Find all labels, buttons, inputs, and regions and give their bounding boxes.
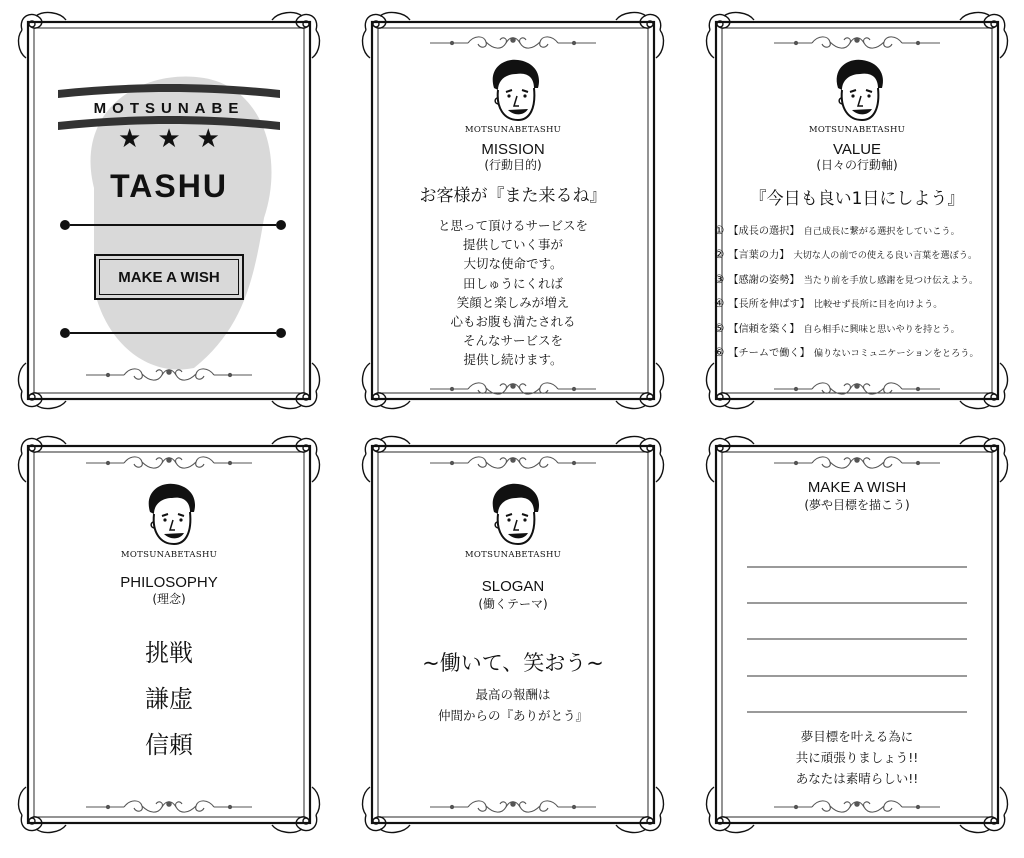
slogan-card <box>358 432 668 837</box>
arch-text: MOTSUNABE <box>93 100 245 117</box>
slogan-line: 仲間からの『ありがとう』 <box>437 708 588 723</box>
card-subtitle: (日々の行動軸) <box>816 158 898 172</box>
wish-message-line: 共に頑張りましょう!! <box>795 750 919 765</box>
wish-write-line[interactable] <box>747 566 967 568</box>
wish-message <box>722 726 992 789</box>
slogan-line: 最高の報酬は <box>475 687 551 702</box>
card-title: SLOGAN <box>481 578 545 595</box>
mission-body <box>378 216 648 370</box>
divider-rule-bottom <box>58 326 288 340</box>
card-title: VALUE <box>832 141 882 158</box>
flourish-divider-icon <box>84 798 254 816</box>
body-line: 提供し続けます。 <box>463 352 563 368</box>
philosophy-word: 挑戦 <box>145 639 193 667</box>
cover-card <box>14 8 324 413</box>
slogan-sub <box>378 684 648 726</box>
list-item: ① 【成長の選択】 自己成長に繋がる選択をしていこう。 <box>714 223 960 237</box>
card-subtitle: (働くテーマ) <box>478 597 548 611</box>
brand-name: MOTSUNABETASHU <box>464 125 562 135</box>
rating-stars: ★★★ <box>118 124 236 154</box>
body-line: 大切な使命です。 <box>463 256 563 272</box>
value-headline: 『今日も良い1日にしよう』 <box>749 189 965 209</box>
make-a-wish-button[interactable] <box>94 254 244 300</box>
philosophy-word: 謙虚 <box>145 685 193 713</box>
card-title: PHILOSOPHY <box>120 574 218 591</box>
mission-card <box>358 8 668 413</box>
list-item: ② 【言葉の力】 大切な人の前での使える良い言葉を選ぼう。 <box>714 247 978 262</box>
wish-write-line[interactable] <box>747 675 967 677</box>
divider-rule <box>58 218 288 232</box>
mission-headline: お客様が『また来るね』 <box>419 186 607 206</box>
flourish-divider-icon <box>772 380 942 398</box>
card-title: MISSION <box>481 141 545 158</box>
body-line: そんなサービスを <box>462 333 563 349</box>
flourish-divider-icon <box>84 366 254 384</box>
make-a-wish-label: MAKE A WISH <box>99 259 239 295</box>
wish-card <box>702 432 1012 837</box>
card-subtitle: (行動目的) <box>484 158 542 172</box>
philosophy-words <box>34 630 304 768</box>
wish-write-line[interactable] <box>747 638 967 640</box>
cover-title: TASHU <box>110 168 228 204</box>
wish-message-line: 夢目標を叶える為に <box>800 729 914 744</box>
body-line: 提供していく事が <box>462 237 563 253</box>
card-title: MAKE A WISH <box>807 479 907 496</box>
value-card <box>702 8 1012 413</box>
flourish-divider-icon <box>772 798 942 816</box>
card-subtitle: (夢や目標を描こう) <box>804 498 910 512</box>
brand-name: MOTSUNABETASHU <box>120 550 218 560</box>
body-line: 笑顔と楽しみが増え <box>456 294 570 310</box>
flourish-divider-icon <box>428 380 598 398</box>
value-list <box>714 223 1002 369</box>
wish-write-line[interactable] <box>747 602 967 604</box>
wish-write-line[interactable] <box>747 711 967 713</box>
list-item: ⑤ 【信頼を築く】 自ら相手に興味と思いやりを持とう。 <box>714 320 960 335</box>
list-item: ⑥ 【チームで働く】 偏りないコミュニケーションをとろう。 <box>714 344 979 359</box>
body-line: 心もお腹も満たされる <box>450 314 576 330</box>
body-line: と思って頂けるサービスを <box>437 218 588 233</box>
philosophy-word: 信頼 <box>145 731 193 759</box>
philosophy-card <box>14 432 324 837</box>
body-line: 田しゅうにくれば <box>462 275 563 291</box>
wish-message-line: あなたは素晴らしい!! <box>795 771 919 786</box>
slogan-main: ~働いて、笑おう~ <box>422 651 604 675</box>
list-item: ③ 【感謝の姿勢】 当たり前を手放し感謝を見つけ伝えよう。 <box>714 271 979 286</box>
brand-name: MOTSUNABETASHU <box>808 125 906 135</box>
brand-name: MOTSUNABETASHU <box>464 550 562 560</box>
list-item: ④ 【長所を伸ばす】 比較せず長所に目を向けよう。 <box>714 296 943 311</box>
flourish-divider-icon <box>428 798 598 816</box>
card-subtitle: (理念) <box>152 592 186 606</box>
